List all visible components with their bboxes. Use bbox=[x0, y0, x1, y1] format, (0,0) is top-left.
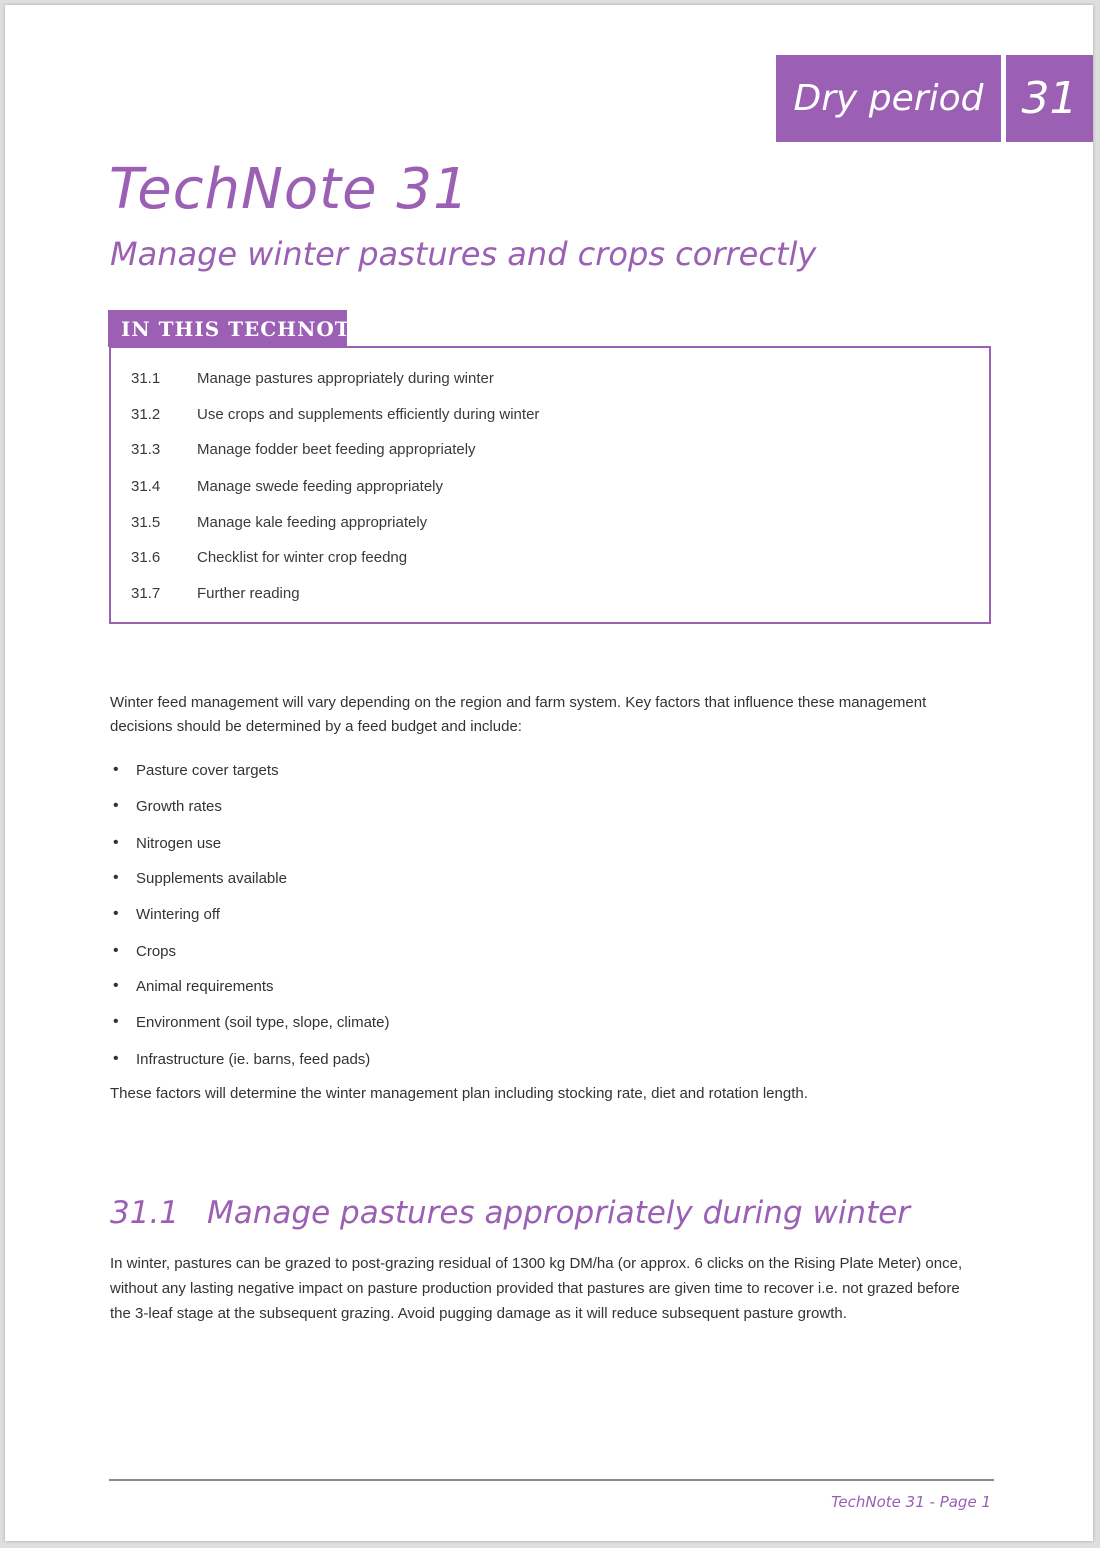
toc-item-label: Checklist for winter crop feedng bbox=[197, 548, 408, 566]
factor-label: Growth rates bbox=[136, 797, 222, 815]
intro-paragraph: Winter feed management will vary depending on the region and farm system. Key factors that influence these management decisions should be determined by a feed budget and include: bbox=[110, 694, 927, 735]
section-body: In winter, pastures can be grazed to post-grazing residual of 1300 kg DM/ha (or approx. 6 clicks on the Rising Plate Meter) once, without any lasting negative impact on pasture production provided that pastures are given time to recover i.e. not grazed before the 3-leaf stage at the subsequent grazing. Avoid pugging damage as it will reduce subsequent pasture growth. bbox=[110, 1255, 963, 1322]
toc-item-number: 31.7 bbox=[131, 584, 161, 602]
bullet-icon: • bbox=[113, 977, 119, 994]
factor-label: Animal requirements bbox=[136, 977, 274, 995]
toc-item[interactable] bbox=[131, 545, 407, 569]
toc-item-number: 31.3 bbox=[131, 440, 161, 458]
bullet-icon: • bbox=[113, 761, 119, 778]
document-subtitle: Manage winter pastures and crops correctly bbox=[110, 235, 817, 273]
toc-item-label: Manage swede feeding appropriately bbox=[197, 477, 443, 495]
document-title: TechNote 31 bbox=[109, 157, 470, 222]
factor-list-item bbox=[110, 1010, 389, 1034]
toc-item-label: Use crops and supplements efficiently during winter bbox=[197, 405, 540, 423]
toc-heading: IN THIS TECHNOTE bbox=[108, 310, 347, 347]
bullet-icon: • bbox=[113, 797, 119, 814]
toc-item-number: 31.5 bbox=[131, 513, 161, 531]
factor-list-item bbox=[110, 902, 220, 926]
factor-list-item bbox=[110, 939, 176, 963]
footer-divider bbox=[109, 1479, 994, 1481]
toc-item-label: Manage pastures appropriately during winter bbox=[197, 369, 494, 387]
bullet-icon: • bbox=[113, 869, 119, 886]
section-number-tag: 31 bbox=[1006, 55, 1093, 142]
factor-list-item bbox=[110, 758, 279, 782]
bullet-icon: • bbox=[113, 1013, 119, 1030]
toc-item[interactable] bbox=[131, 510, 427, 534]
bullet-icon: • bbox=[113, 1050, 119, 1067]
factor-list-item bbox=[110, 1047, 370, 1071]
factor-label: Infrastructure (ie. barns, feed pads) bbox=[136, 1050, 371, 1068]
factor-list-item bbox=[110, 974, 274, 998]
toc-item-number: 31.4 bbox=[131, 477, 161, 495]
section-heading-title: Manage pastures appropriately during winter bbox=[207, 1195, 911, 1231]
toc-box bbox=[109, 346, 991, 624]
toc-item-number: 31.6 bbox=[131, 548, 161, 566]
toc-item-label: Manage kale feeding appropriately bbox=[197, 513, 428, 531]
bullet-icon: • bbox=[113, 834, 119, 851]
section-tag: Dry period bbox=[776, 55, 1001, 142]
toc-item-label: Manage fodder beet feeding appropriately bbox=[197, 440, 476, 458]
factor-label: Crops bbox=[136, 942, 177, 960]
section-heading-number: 31.1 bbox=[110, 1195, 180, 1231]
document-page bbox=[5, 5, 1093, 1541]
section-heading bbox=[110, 1195, 910, 1231]
factor-list-item bbox=[110, 831, 221, 855]
toc-item-label: Further reading bbox=[197, 584, 300, 602]
toc-item[interactable] bbox=[131, 366, 494, 390]
bullet-icon: • bbox=[113, 942, 119, 959]
factor-list-item bbox=[110, 866, 287, 890]
toc-item[interactable] bbox=[131, 402, 539, 426]
factor-label: Environment (soil type, slope, climate) bbox=[136, 1013, 390, 1031]
factor-label: Nitrogen use bbox=[136, 834, 222, 852]
toc-item-number: 31.2 bbox=[131, 405, 161, 423]
factor-label: Pasture cover targets bbox=[136, 761, 279, 779]
factor-label: Wintering off bbox=[136, 905, 220, 923]
bullet-icon: • bbox=[113, 905, 119, 922]
outro-paragraph: These factors will determine the winter management plan including stocking rate, diet and rotation length. bbox=[110, 1085, 808, 1102]
factor-list-item bbox=[110, 794, 222, 818]
toc-item[interactable] bbox=[131, 437, 476, 461]
factor-label: Supplements available bbox=[136, 869, 287, 887]
toc-item[interactable] bbox=[131, 474, 443, 498]
page-footer: TechNote 31 - Page 1 bbox=[831, 1493, 991, 1511]
toc-item[interactable] bbox=[131, 581, 300, 605]
toc-item-number: 31.1 bbox=[131, 369, 161, 387]
